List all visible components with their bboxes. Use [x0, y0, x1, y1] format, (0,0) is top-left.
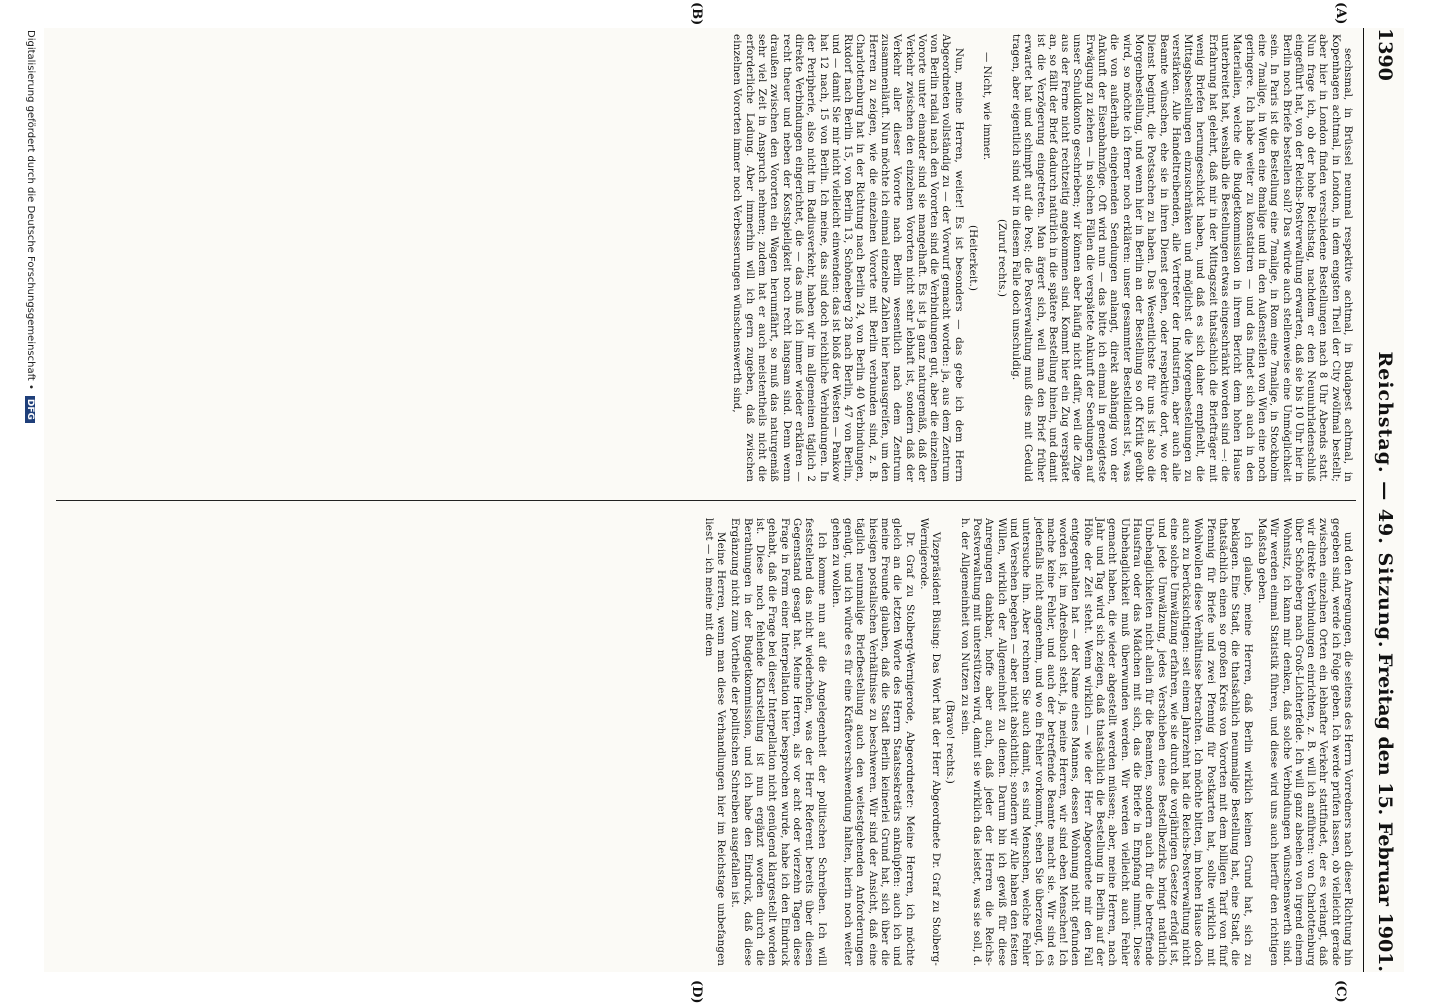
reaction-note: (Heiterkeit.)	[967, 225, 980, 291]
header-title: Reichstag. — 49. Sitzung.	[1374, 351, 1396, 649]
document-page	[44, 2, 1404, 1004]
dfg-logo: DFG	[25, 396, 35, 423]
header-date: Freitag den 15. Februar 1901.	[1374, 652, 1396, 972]
paragraph: Vizepräsident Büsing: Das Wort hat der Herr Abgeordnete Dr. Graf zu Stolberg-Wernigerode.	[917, 518, 943, 966]
reaction-note: (Bravo! rechts.)	[944, 700, 957, 784]
right-column	[701, 518, 1354, 966]
paragraph: Ich glaube, meine Herren, daß Berlin wirklich keinen Grund hat, sich zu beklagen. Eine Stadt, die thatsächlich neunmalige Bestellung hat, eine Stadt, die thatsächlich einen so großen Kreis von Vororten mit dem billigen Tarif von fünf Pfennig für Briefe und zwei Pfennig für Postkarten hat, sollte wirklich mit Wohlwollen diese Verhältnisse betrachten. Ich möchte bitten, im hohen Hause doch auch zu berücksichtigen: seit einem Jahrzehnt hat die Reichs-Postverwaltung nicht eine solche Umwälzung erfahren, wie sie durch die vorjährigen Gesetze erfolgt ist, und jede Umwälzung, jedes Verschieben eines Bestellbezirks bringt natürlich Unbehaglichkeiten nicht allein für die Beamten, sondern auch für die betreffende Hausfrau oder das Mädchen mit sich, das die Briefe in Empfang nimmt. Diese Unbehaglichkeit muß überwunden werden. Wir werden vielleicht auch Fehler gemacht haben, die wieder abgestellt werden müssen; aber, meine Herren, nach Jahr und Tag wird sich zeigen, daß thatsächlich die Bestellung in Berlin auf der Höhe der Zeit steht. Wenn wirklich — wie der Herr Abgeordnete mir den Fall entgegenhalten hat — der Name eines Mannes, dessen Wohnung nicht gefunden worden ist, im Adreßbuch steht, ja, meine Herren, wir sind eben Menschen! Ich mache keine Fehler, und auch der betreffende Beamte macht sie. Wir sind es jedenfalls nicht angenehm, und wo ein Fehler vorkommt, sehen Sie überzeugt, ich untersuche ihn. Aber rechnen Sie auch damit, es sind Menschen, welche Fehler und Versehen begehen — aber nicht absichtlich; sondern wir Alle haben den festen Willen, wirklich der Allgemeinheit zu dienen. Darum bin ich gewiß für diese Anregungen dankbar, hoffe aber auch, daß jeder der Herren die Reichs-Postverwaltung mit unterstützen wird, damit sie wirklich das leistet, was sie soll, d. h. der Allgemeinheit von Nutzen zu sein.	[958, 518, 1254, 966]
paragraph: Dr. Graf zu Stolberg-Wernigerode, Abgeordneter: Meine Herren, ich möchte gleich an die letzten Worte des Herrn Staatssekretärs anknüpfen: auch ich und meine Freunde glauben, daß die Stadt Berlin keinerlei Grund hat, sich über die hiesigen postalischen Verhältnisse zu beschweren. Wir sind der Ansicht, daß eine täglich neunmalige Briefbestellung auch den weitestgehenden Anforderungen genügt, und ich würde es für eine Kräfteverschwendung halten, hierin noch weiter gehen zu wollen.	[829, 518, 916, 966]
paragraph: und den Anregungen, die seitens des Herrn Vorredners nach dieser Richtung hin gegeben sind, werde ich Folge geben. Ich werde prüfen lassen, ob vielleicht gerade zwischen einzelnen Orten ein lebhafter Verkehr stattfindet, der es verlangt, daß wir direkte Verbindungen einrichten, z. B. will ich anführen: von Charlottenburg über Schöneberg nach Groß-Lichterfelde. Ich will ganz absehen von irgend einem Wohnsitz, ich kann mir denken, daß solche Verbindungen wünschenswerth sind. Wir werden einmal Statistik führen, und diese wird uns auch hierfür den richtigen Maßstab geben.	[1255, 518, 1354, 966]
footer-text: Digitalisierung gefördert durch die Deutsche Forschungsgemeinschaft •	[25, 30, 36, 390]
margin-marker-d: (D)	[689, 980, 704, 1004]
column-divider	[56, 500, 1356, 501]
page-number: 1390	[1374, 28, 1396, 81]
paragraph: Nun, meine Herren, weiter! Es ist besonders — das gebe ich dem Herrn Abgeordneten vollständig zu — der Vorwurf gemacht worden: ja, aus dem Zentrum von Berlin radial nach den Vororten sind die Verbindungen gut, aber die einzelnen Vororte unter einander sind sie mangelhaft. Es ist ja ganz naturgemäß, daß der Verkehr zwischen den einzelnen Vororten nicht sehr lebhaft ist, sondern daß der Verkehr aller dieser Vororte nach Berlin wesentlich nach dem Zentrum zusammenläuft. Nun möchte ich einmal einzelne Zahlen hier herausgreifen, um den Herren zu zeigen, wie die einzelnen Vororte mit Berlin verbunden sind, z. B. Charlottenburg hat in der Richtung nach Berlin 24, von Berlin 40 Verbindungen, Rixdorf nach Berlin 15, von Berlin 13, Schöneberg 28 nach Berlin, 47 von Berlin, und — damit Sie mir nicht vielleicht einwenden: das ist bloß der Westen — Pankow hat 12 nach, 15 von Berlin. Ich meine, das sind doch reichliche Verbindungen. In der Peripherie, also nicht im Radiusverkehr, haben wir im allgemeinen täglich 2 direkte Verbindungen eingerichtet, die — das muß ich immer wieder erklären — recht theuer und neben der Kostspieligkeit noch recht langsam sind. Denn wenn draußen zwischen den Vororten ein Wagen herumfährt, so muß das naturgemäß sehr viel Zeit in Anspruch nehmen; zudem hat er auch meistentheils nicht die erforderliche Ladung. Aber immerhin will ich gern zugeben, daß zwischen einzelnen Vororten immer noch Verbesserungen wünschenswerth sind,	[731, 34, 965, 482]
page-header	[1363, 28, 1404, 972]
reaction-note: (Zuruf rechts.)	[995, 218, 1008, 298]
left-column	[729, 34, 1354, 482]
margin-marker-a: (A)	[1333, 2, 1348, 25]
paragraph: sechsmal, in Brüssel neunmal respektive achtmal, in Budapest achtmal, in Kopenhagen achtmal, in London, in dem engsten Theil der City zwölfmal bestellt; aber hier in London finden verschiedene Bestellungen nach 8 Uhr Abends statt. Nun frage ich, ob der hohe Reichstag, nachdem er den Neunuhrladenschluß eingeführt hat, von der Reichs-Postverwaltung erwarten, daß sie bis 10 Uhr hier in Berlin noch Briefe bestellen soll? Das würde auch stellenweise eine Unmöglichkeit sein. In Paris ist die Bestellung eine 7malige, in Rom eine 7malige, in Stockholm eine 7malige, in Wien eine 8malige und in den Außenstellen von Wien eine noch geringere. Ich habe weiter zu konstatiren — und das findet sich auch in den Materialien, welche die Budgetkommission in ihrem Bericht dem hohen Hause unterbreitet hat, weshalb die Bestellungen etwas eingeschränkt worden sind —: die Erfahrung hat gelehrt, daß mir in der Mittagszeit thatsächlich die Briefträger mit wenig Briefen herumgeschickt haben, und daß es sich daher empfiehlt, die Mittagsbestellungen einzuschränken und möglichst die Morgenbestellungen zu verstärken. Alle Handeltreibenden, alle Vertreter der Industrien, aber auch alle Beamte wünschen, ehe sie in ihren Dienst gehen, oder respektive dort, wo der Dienst beginnt, die Postsachen zu haben. Das Wesentlichste für uns ist also die Morgenbestellung, und wenn hier in Berlin an der Bestellung so oft Kritik geübt wird, so möchte ich ferner noch erklären: unser gesammter Bestelldienst ist, was die von außerhalb eingehenden Sendungen anlangt, direkt abhängig von der Ankunft der Eisenbahnzüge. Oft wird nun — das bitte ich einmal in geneigteste Erwägung zu ziehen — in solchen Fällen die verspätete Ankunft der Sendungen auf unser Schuldkonto geschrieben; wir können aber häufig nicht dafür, weil die Züge aus der Ferne nicht rechtzeitig angekommen sind. Kommt hier ein Zug verspätet an, so fällt der Brief dadurch natürlich in die spätere Bestellung hinein, und damit ist die Verzögerung eingetreten. Man ärgert sich, weil man den Brief früher erwartet hat und schimpft auf die Post; die Postverwaltung muß dies mit Geduld tragen, aber eigentlich sind wir in diesem Falle doch unschuldig.	[1009, 34, 1354, 482]
margin-marker-b: (B)	[689, 2, 704, 26]
paragraph: Ich komme nun auf die Angelegenheit der politischen Schreiben. Ich will feststellend das nicht wiederholen, was der Herr Referent bereits über diesen Gegenstand gesagt hat. Meine Herren, als vor acht oder vierzehn Tagen diese Frage in Form einer Interpellation hier besprochen wurde, habe ich den Eindruck gehabt, daß die Frage bei dieser Interpellation nicht genügend klargestellt worden ist. Diese noch fehlende Klarstellung ist nun ergänzt worden durch die Berathungen in der Budgetkommission, und ich habe den Eindruck, daß diese Ergänzung nicht zum Vortheile der politischen Schreiben ausgefallen ist.	[729, 518, 828, 966]
margin-marker-c: (C)	[1333, 980, 1348, 1003]
paragraph: Meine Herren, wenn man diese Verhandlungen hier im Reichstage unbefangen liest — ich meine mit dem	[702, 518, 728, 966]
digitization-footer	[18, 30, 36, 970]
interjection: — Nicht, wie immer.	[981, 52, 994, 161]
